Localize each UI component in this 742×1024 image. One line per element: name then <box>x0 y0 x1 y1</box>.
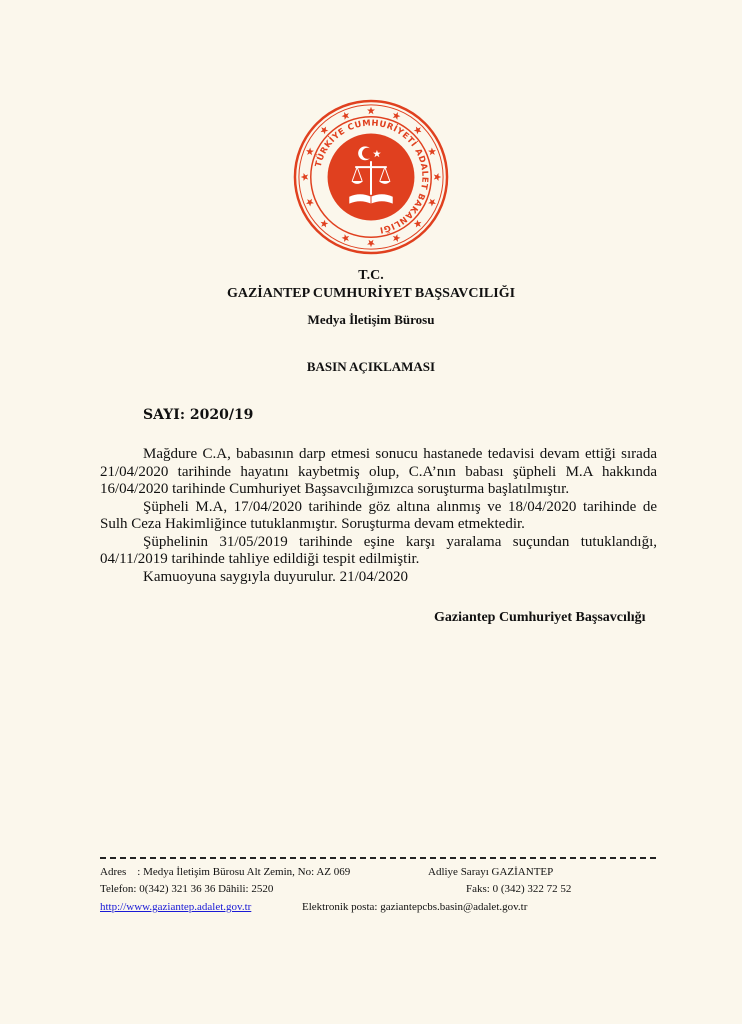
footer-divider <box>100 857 656 859</box>
seal-star <box>342 112 350 120</box>
document-number: SAYI: 2020/19 <box>143 407 254 423</box>
ministry-of-justice-seal-logo <box>292 98 450 256</box>
seal-star <box>428 148 436 156</box>
svg-text:TÜRKİYE CUMHURİYETİ ADALET BAK: TÜRKİYE CUMHURİYETİ ADALET BAKANLIĞI <box>312 117 431 236</box>
seal-star <box>367 240 375 248</box>
seal-star <box>428 199 436 207</box>
seal-star <box>414 127 422 135</box>
seal-star <box>321 127 329 135</box>
document-body <box>100 446 657 586</box>
seal-star <box>393 234 401 242</box>
header-office: Medya İletişim Bürosu <box>307 312 435 327</box>
seal-star <box>367 107 375 115</box>
footer-fax: Faks: 0 (342) 322 72 52 <box>466 883 572 895</box>
footer-website <box>100 901 251 913</box>
seal-star <box>306 199 314 207</box>
seal-star <box>342 234 350 242</box>
seal-star <box>321 220 329 228</box>
footer-phone: Telefon: 0(342) 321 36 36 Dâhili: 2520 <box>100 883 274 895</box>
footer-email: Elektronik posta: gaziantepcbs.basin@adalet.gov.tr <box>302 901 528 913</box>
body-paragraph: Kamuoyuna saygıyla duyurulur. 21/04/2020 <box>143 568 408 585</box>
document-title: BASIN AÇIKLAMASI <box>306 359 436 374</box>
website-link[interactable]: http://www.gaziantep.adalet.gov.tr <box>100 901 252 913</box>
body-paragraph: Mağdure C.A, babasının darp etmesi sonucu hastanede tedavisi devam ettiği sırada 21/04/2020 tarihinde hayatını kaybetmiş olup, C.A’nın babası şüpheli M.A hakkında 16/04/2020 tarihinde Cumhuriyet Başsavcılığımızca soruşturma başlatılmıştır. <box>100 446 657 497</box>
header-tc: T.C. <box>358 268 384 283</box>
footer-address-city: Adliye Sarayı GAZİANTEP <box>428 866 554 878</box>
seal-star <box>434 173 442 181</box>
seal-star <box>393 112 401 120</box>
seal-star <box>414 220 422 228</box>
seal-star <box>306 148 314 156</box>
body-paragraph: Şüpheli M.A, 17/04/2020 tarihinde göz altına alınmış ve 18/04/2020 tarihinde de Sulh Ceza Hakimliğince tutuklanmıştır. Soruşturma devam etmektedir. <box>100 498 657 532</box>
header-organization: GAZİANTEP CUMHURİYET BAŞSAVCILIĞI <box>226 286 516 301</box>
seal-star <box>301 173 309 181</box>
signature: Gaziantep Cumhuriyet Başsavcılığı <box>434 610 646 625</box>
body-paragraph: Şüphelinin 31/05/2019 tarihinde eşine karşı yaralama suçundan tutuklandığı, 04/11/2019 tarihinde tahliye edildiği tespit edilmiştir. <box>100 533 657 567</box>
footer-address: Adres : Medya İletişim Bürosu Alt Zemin, No: AZ 069 <box>100 866 351 878</box>
